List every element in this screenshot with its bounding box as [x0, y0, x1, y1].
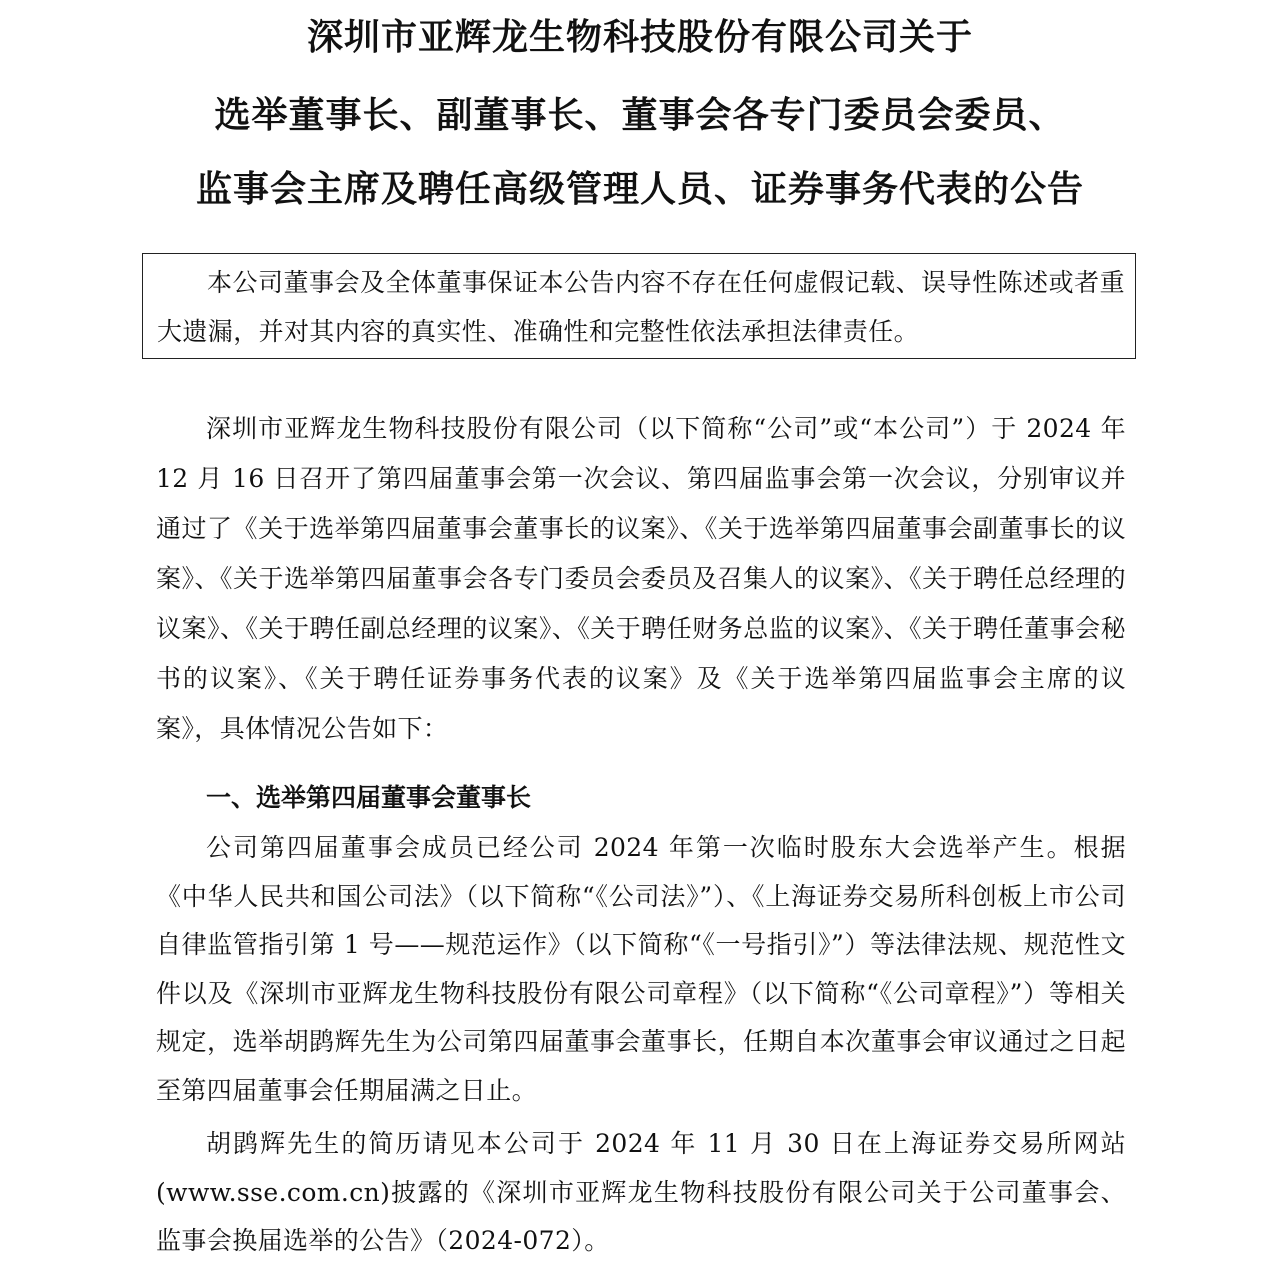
section-1-paragraph-2: 胡鹍辉先生的简历请见本公司于 2024 年 11 月 30 日在上海证券交易所网站(www.sse.com.cn)披露的《深圳市亚辉龙生物科技股份有限公司关于公司董事会、监事会换届选举的公告》（2024-072）。 [156, 1129, 1126, 1255]
title-line-1: 深圳市亚辉龙生物科技股份有限公司关于 [306, 17, 973, 58]
disclaimer-text: 本公司董事会及全体董事保证本公告内容不存在任何虚假记载、误导性陈述或者重大遗漏，并对其内容的真实性、准确性和完整性依法承担法律责任。 [157, 268, 1125, 346]
disclaimer-box [142, 253, 1136, 359]
title-line-3: 监事会主席及聘任高级管理人员、证券事务代表的公告 [195, 169, 1084, 210]
title-line-2: 选举董事长、副董事长、董事会各专门委员会委员、 [214, 95, 1066, 136]
section-1-heading: 一、选举第四届董事会董事长 [206, 783, 532, 812]
section-1-paragraph-1: 公司第四届董事会成员已经公司 2024 年第一次临时股东大会选举产生。根据《中华人民共和国公司法》（以下简称“《公司法》”）、《上海证券交易所科创板上市公司自律监管指引第 1 号——规范运作》（以下简称“《一号指引》”）等法律法规、规范性文件以及《深圳市亚辉龙生物科技股份有限公司章程》（以下简称“《公司章程》”）等相关规定，选举胡鹍辉先生为公司第四届董事会董事长，任期自本次董事会审议通过之日起至第四届董事会任期届满之日止。 [156, 833, 1126, 1105]
intro-paragraph: 深圳市亚辉龙生物科技股份有限公司（以下简称“公司”或“本公司”）于 2024 年 12 月 16 日召开了第四届董事会第一次会议、第四届监事会第一次会议，分别审议并通过了《关于选举第四届董事会董事长的议案》、《关于选举第四届董事会副董事长的议案》、《关于选举第四届董事会各专门委员会委员及召集人的议案》、《关于聘任总经理的议案》、《关于聘任副总经理的议案》、《关于聘任财务总监的议案》、《关于聘任董事会秘书的议案》、《关于聘任证券事务代表的议案》及《关于选举第四届监事会主席的议案》，具体情况公告如下： [156, 414, 1126, 743]
